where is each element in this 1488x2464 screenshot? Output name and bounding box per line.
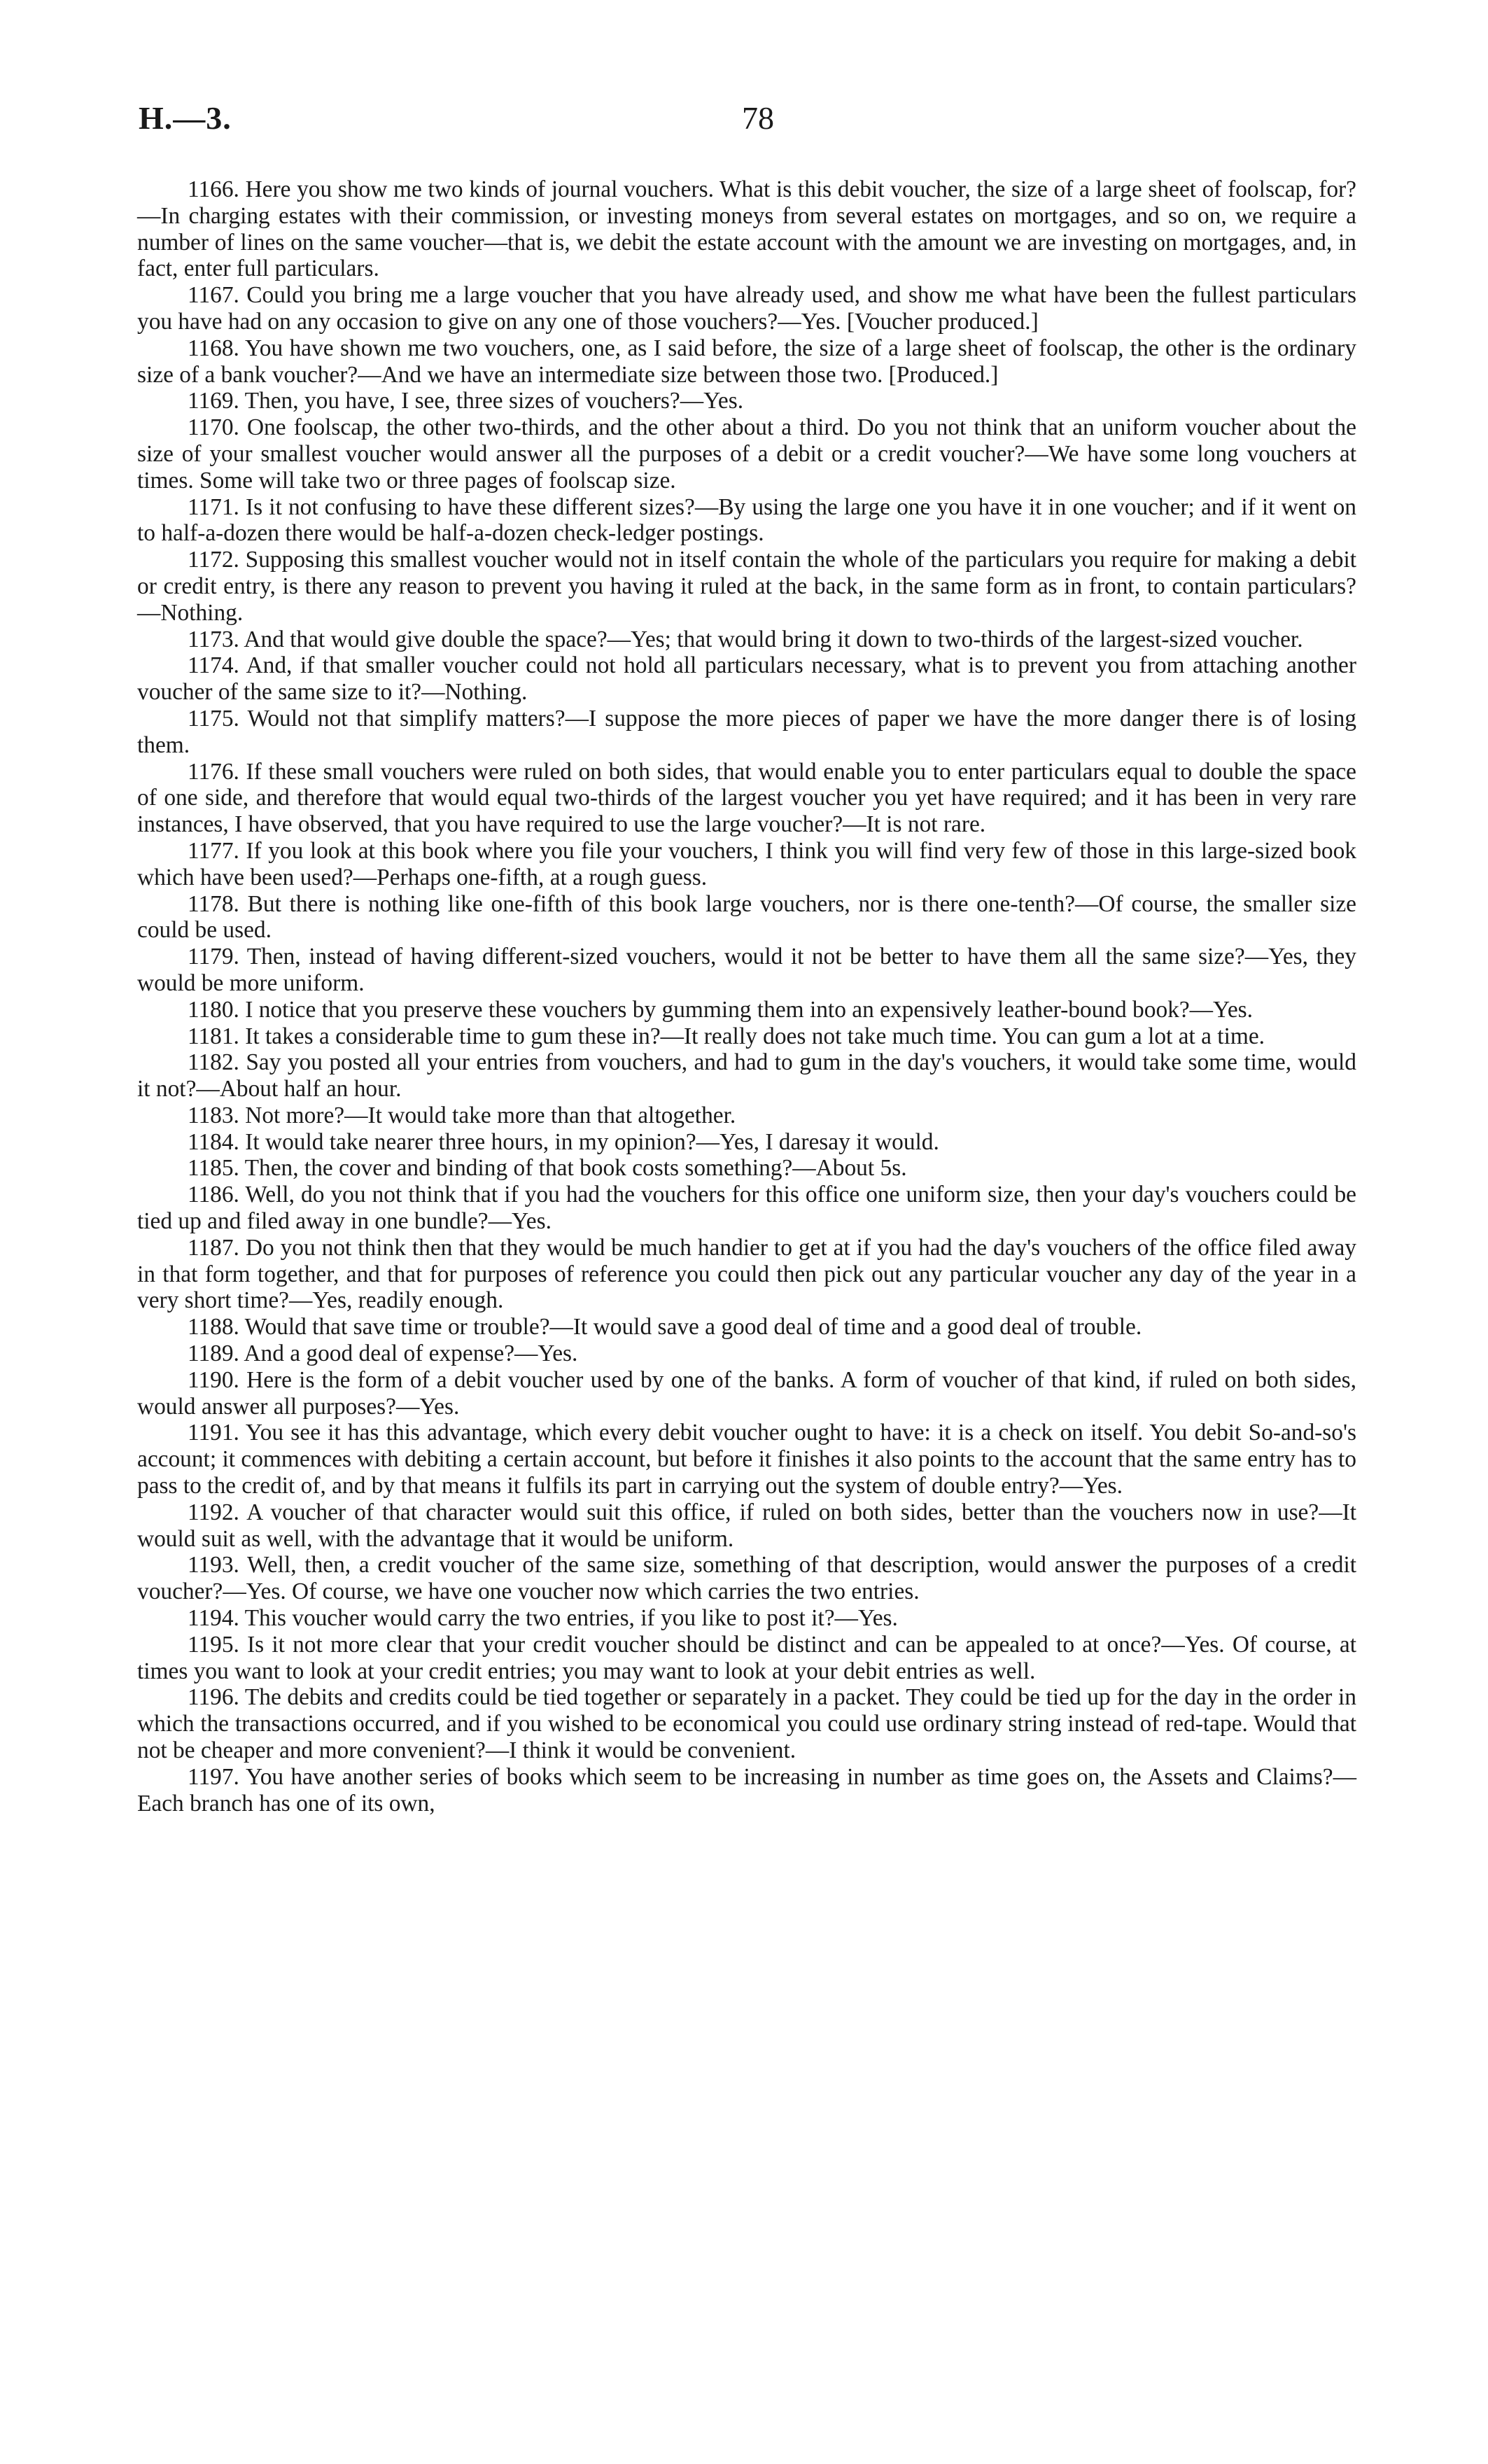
paragraph-1190: 1190. Here is the form of a debit voucher used by one of the banks. A form of voucher of that kind, if ruled on both sides, would answer all purposes?—Yes. (137, 1366, 1356, 1420)
paragraph-1178: 1178. But there is nothing like one-fifth of this book large vouchers, nor is there one-tenth?—Of course, the smaller size could be used. (137, 890, 1356, 944)
paragraph-1171: 1171. Is it not confusing to have these different sizes?—By using the large one you have it in one voucher; and if it went on to half-a-dozen there would be half-a-dozen check-ledger postings. (137, 493, 1356, 547)
running-head (139, 99, 1356, 141)
paragraph-1170: 1170. One foolscap, the other two-thirds, and the other about a third. Do you not think that an uniform voucher about the size of your smallest voucher would answer all the purposes of a debit or a credit voucher?—We have some long vouchers at times. Some will take two or three pages of foolscap size. (137, 414, 1356, 493)
paragraph-1183: 1183. Not more?—It would take more than that altogether. (188, 1102, 736, 1128)
paragraph-1193: 1193. Well, then, a credit voucher of the same size, something of that description, would answer the purposes of a credit voucher?—Yes. Of course, we have one voucher now which carries the two entries. (137, 1552, 1356, 1605)
paragraph-1182: 1182. Say you posted all your entries from vouchers, and had to gum in the day's vouchers, it would take some time, would it not?—About half an hour. (137, 1049, 1356, 1102)
paragraph-1184: 1184. It would take nearer three hours, in my opinion?—Yes, I daresay it would. (188, 1128, 939, 1155)
paragraph-1168: 1168. You have shown me two vouchers, one, as I said before, the size of a large sheet of foolscap, the other is the ordinary size of a bank voucher?—And we have an intermediate size between those two. [Produced.] (137, 335, 1356, 388)
paragraph-1186: 1186. Well, do you not think that if you had the vouchers for this office one uniform size, then your day's vouchers could be tied up and filed away in one bundle?—Yes. (137, 1182, 1356, 1235)
paragraph-1191: 1191. You see it has this advantage, which every debit voucher ought to have: it is a check on itself. You debit So-and-so's account; it commences with debiting a certain account, but before it finishes it also points to the account that the same entry has to pass to the credit of, and by that means it fulfils its part in carrying out the system of double entry?—Yes. (137, 1420, 1356, 1499)
paragraph-1185: 1185. Then, the cover and binding of that book costs something?—About 5s. (188, 1155, 907, 1182)
paragraph-1177: 1177. If you look at this book where you file your vouchers, I think you will find very few of those in this large-sized book which have been used?—Perhaps one-fifth, at a rough guess. (137, 837, 1356, 890)
paragraph-1188: 1188. Would that save time or trouble?—It would save a good deal of time and a good deal of trouble. (188, 1314, 1142, 1340)
paragraph-1167: 1167. Could you bring me a large voucher that you have already used, and show me what have been the fullest particulars you have had on any occasion to give on any one of those vouchers?—Yes. [Voucher produced.] (137, 282, 1356, 335)
evidence-text (137, 176, 1356, 1816)
paragraph-1166: 1166. Here you show me two kinds of journal vouchers. What is this debit voucher, the size of a large sheet of foolscap, for?—In charging estates with their commission, or investing moneys from several estates on mortgages, and so on, we require a number of lines on the same voucher—that is, we debit the estate account with the amount we are investing on mortgages, and, in fact, enter full particulars. (137, 176, 1356, 282)
paragraph-1187: 1187. Do you not think then that they would be much handier to get at if you had the day's vouchers of the office filed away in that form together, and that for purposes of reference you could then pick out any particular voucher any day of the year in a very short time?—Yes, readily enough. (137, 1234, 1356, 1314)
paragraph-1180: 1180. I notice that you preserve these vouchers by gumming them into an expensively leather-bound book?—Yes. (188, 996, 1253, 1023)
paragraph-1176: 1176. If these small vouchers were ruled on both sides, that would enable you to enter particulars equal to double the space of one side, and therefore that would equal two-thirds of the largest voucher you yet have required; and it has been in very rare instances, I have observed, that you have required to use the large voucher?—It is not rare. (137, 758, 1356, 838)
paragraph-1173: 1173. And that would give double the space?—Yes; that would bring it down to two-thirds of the largest-sized voucher. (188, 626, 1303, 652)
paragraph-1169: 1169. Then, you have, I see, three sizes of vouchers?—Yes. (188, 388, 744, 414)
document-reference: H.—3. (139, 100, 232, 136)
paragraph-1172: 1172. Supposing this smallest voucher would not in itself contain the whole of the particulars you require for making a debit or credit entry, is there any reason to prevent you having it ruled at the back, in the same form as in front, to contain particulars?—Nothing. (137, 547, 1356, 626)
paragraph-1189: 1189. And a good deal of expense?—Yes. (188, 1340, 578, 1367)
paragraph-1194: 1194. This voucher would carry the two entries, if you like to post it?—Yes. (188, 1605, 898, 1632)
paragraph-1181: 1181. It takes a considerable time to gum these in?—It really does not take much time. You can gum a lot at a time. (188, 1023, 1265, 1049)
paragraph-1195: 1195. Is it not more clear that your credit voucher should be distinct and can be appealed to at once?—Yes. Of course, at times you want to look at your credit entries; you may want to look at your debit entries as well. (137, 1631, 1356, 1684)
paragraph-1175: 1175. Would not that simplify matters?—I suppose the more pieces of paper we have the more danger there is of losing them. (137, 705, 1356, 758)
paragraph-1196: 1196. The debits and credits could be tied together or separately in a packet. They could be tied up for the day in the order in which the transactions occurred, and if you wished to be economical you could use ordinary string instead of red-tape. Would that not be cheaper and more convenient?—I think it would be convenient. (137, 1684, 1356, 1764)
paragraph-1174: 1174. And, if that smaller voucher could not hold all particulars necessary, what is to prevent you from attaching another voucher of the same size to it?—Nothing. (137, 652, 1356, 706)
paragraph-1179: 1179. Then, instead of having different-sized vouchers, would it not be better to have them all the same size?—Yes, they would be more uniform. (137, 944, 1356, 996)
paragraph-1192: 1192. A voucher of that character would suit this office, if ruled on both sides, better than the vouchers now in use?—It would suit as well, with the advantage that it would be uniform. (137, 1499, 1356, 1552)
paragraph-1197: 1197. You have another series of books which seem to be increasing in number as time goes on, the Assets and Claims?—Each branch has one of its own, (137, 1763, 1356, 1816)
page-number: 78 (742, 100, 774, 136)
